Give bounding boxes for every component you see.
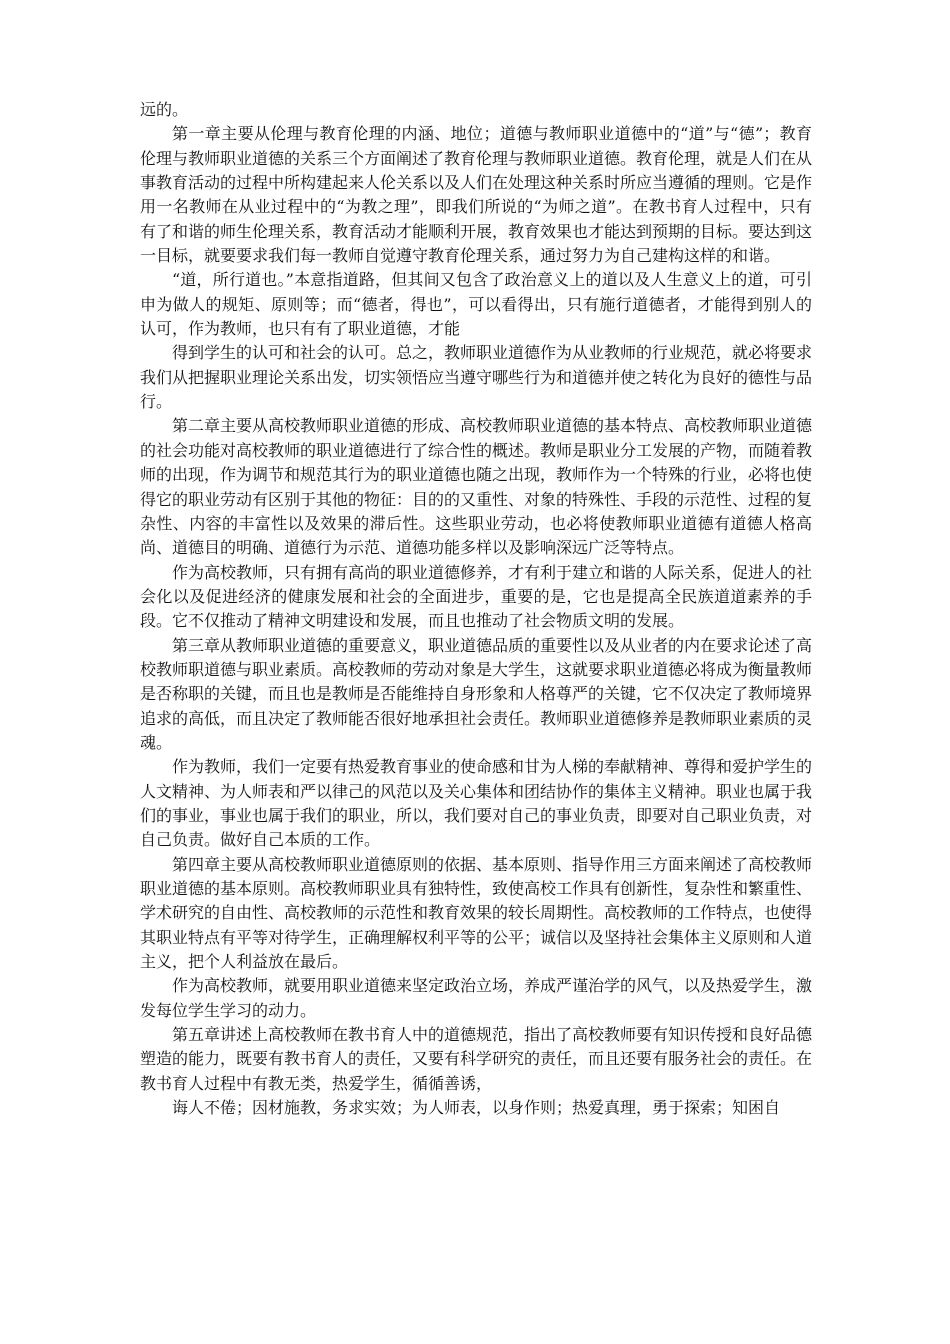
paragraph-chapter-3: 第三章从教师职业道德的重要意义，职业道德品质的重要性以及从业者的内在要求论述了高校教师职道德与职业素质。高校教师的劳动对象是大学生，这就要求职业道德必将成为衡量教师是否称职的关键，而且也是教师是否能维持自身形象和人格尊严的关键，它不仅决定了教师境界追求的高低，而且决定了教师能否很好地承担社会责任。教师职业道德修养是教师职业素质的灵魂。 bbox=[140, 635, 813, 752]
paragraph-recognition: 得到学生的认可和社会的认可。总之，教师职业道德作为从业教师的行业规范，就必将要求我们从把握职业理论关系出发，切实领悟应当遵守哪些行为和道德并使之转化为良好的德性与品行。 bbox=[140, 343, 813, 412]
paragraph-teacher-ethics-role: 作为高校教师，只有拥有高尚的职业道德修养，才有利于建立和谐的人际关系，促进人的社会化以及促进经济的健康发展和社会的全面进步，重要的是，它也是提高全民族道道素养的手段。它不仅推动了精神文明建设和发展，而且也推动了社会物质文明的发展。 bbox=[140, 562, 813, 631]
paragraph-teacher-spirit: 作为教师，我们一定要有热爱教育事业的使命感和甘为人梯的奉献精神、尊得和爱护学生的人文精神、为人师表和严以律己的风范以及关心集体和团结协作的集体主义精神。职业也属于我们的事业，事业也属于我们的职业，所以，我们要对自己的事业负责，即要对自己职业负责，对自己负责。做好自己本质的工作。 bbox=[140, 757, 813, 850]
paragraph-continuation: 远的。 bbox=[140, 100, 189, 119]
paragraph-chapter-4: 第四章主要从高校教师职业道德原则的依据、基本原则、指导作用三方面来阐述了高校教师职业道德的基本原则。高校教师职业具有独特性，致使高校工作具有创新性，复杂性和繁重性、学术研究的自由性、高校教师的示范性和教育效果的较长周期性。高校教师的工作特点，也使得其职业特点有平等对待学生，正确理解权利平等的公平；诚信以及坚持社会集体主义原则和人道主义，把个人利益放在最后。 bbox=[140, 854, 813, 972]
paragraph-teaching-norms: 诲人不倦；因材施教，务求实效；为人师表，以身作则；热爱真理，勇于探索；知困自 bbox=[172, 1098, 781, 1118]
paragraph-chapter-2: 第二章主要从高校教师职业道德的形成、高校教师职业道德的基本特点、高校教师职业道德的社会功能对高校教师的职业道德进行了综合性的概述。教师是职业分工发展的产物，而随着教师的出现，作为调节和规范其行为的职业道德也随之出现，教师作为一个特殊的行业，必将也使得它的职业劳动有区别于其他的物征：目的的又重性、对象的特殊性、手段的示范性、过程的复杂性、内容的丰富性以及效果的滞后性。这些职业劳动，也必将使教师职业道德有道德人格高尚、道德目的明确、道德行为示范、道德功能多样以及影响深远广泛等特点。 bbox=[140, 416, 813, 558]
paragraph-chapter-5: 第五章讲述上高校教师在教书育人中的道德规范，指出了高校教师要有知识传授和良好品德塑造的能力，既要有教书育人的责任，又要有科学研究的责任，而且还要有服务社会的责任。在教书育人过程中有教无类，热爱学生，循循善诱， bbox=[140, 1025, 813, 1093]
paragraph-political-stance: 作为高校教师，就要用职业道德来坚定政治立场，养成严谨治学的风气，以及热爱学生，激发每位学生学习的动力。 bbox=[140, 976, 813, 1020]
document-body bbox=[140, 98, 812, 1120]
paragraph-dao-de: “道，所行道也。”本意指道路，但其间又包含了政治意义上的道以及人生意义上的道，可引申为做人的规矩、原则等；而“德者，得也”，可以看得出，只有施行道德者，才能得到别人的认可，作为教师，也只有有了职业道德，才能 bbox=[140, 270, 812, 339]
paragraph-chapter-1: 第一章主要从伦理与教育伦理的内涵、地位；道德与教师职业道德中的“道”与“德”；教育伦理与教师职业道德的关系三个方面阐述了教育伦理与教师职业道德。教育伦理，就是人们在从事教育活动的过程中所构建起来人伦关系以及人们在处理这种关系时所应当遵循的理则。它是作用一名教师在从业过程中的“为教之理”，即我们所说的“为师之道”。在教书育人过程中，只有有了和谐的师生伦理关系，教育活动才能顺利开展，教育效果也才能达到预期的目标。要达到这一目标，就要要求我们每一教师自觉遵守教育伦理关系，通过努力为自己建构这样的和谐。 bbox=[140, 124, 813, 266]
